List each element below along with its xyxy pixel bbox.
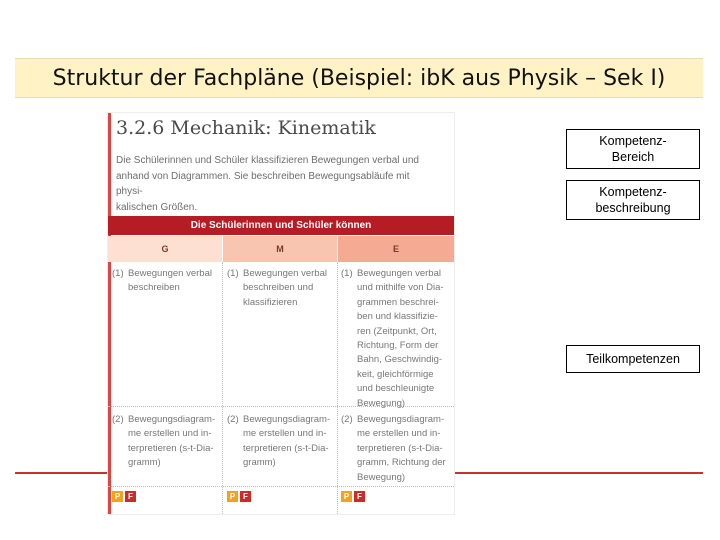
cell-line: Bewegungen verbal — [128, 268, 212, 279]
cell-line: Bewegungsdiagram- — [128, 414, 216, 425]
cell-line: gramm) — [128, 457, 161, 469]
cell-line: Bahn, Geschwindig- — [357, 354, 443, 366]
cell-line: terpretieren (s-t-Dia- — [243, 442, 329, 454]
row-number: (2) — [112, 414, 124, 425]
cell-line: und beschleunigte — [357, 383, 435, 395]
section-intro — [116, 153, 436, 215]
table-header-band: Die Schülerinnen und Schüler können — [108, 216, 454, 235]
cell-line: gramm, Richtung der — [357, 457, 446, 469]
cell-line: Bewegungsdiagram- — [243, 414, 331, 425]
cell-line: me erstellen und in- — [243, 428, 327, 440]
cell-line: terpretieren (s-t-Dia- — [128, 442, 214, 454]
curriculum-excerpt — [108, 113, 454, 514]
cell-line: Bewegungen verbal — [357, 268, 441, 279]
cell-line: me erstellen und in- — [128, 428, 212, 440]
cell-line: Bewegung) — [357, 471, 406, 483]
cell-line: klassifizieren — [243, 296, 298, 308]
row-number: (1) — [112, 268, 124, 279]
column-divider — [222, 262, 223, 514]
accent-line-left — [15, 472, 108, 474]
badge-f: F — [125, 491, 136, 502]
column-header-m: M — [223, 236, 337, 262]
row-number: (2) — [341, 414, 353, 425]
column-header-e: E — [338, 236, 454, 262]
badge-p: P — [227, 491, 238, 502]
intro-line: kalischen Größen. — [116, 201, 198, 213]
cell-line: ren (Zeitpunkt, Ort, — [357, 325, 437, 337]
cell-line: Bewegungen verbal — [243, 268, 327, 279]
cell-line: beschreiben und — [243, 282, 314, 294]
row-divider — [108, 486, 454, 487]
intro-line: Die Schülerinnen und Schüler klassifizieren Bewegungen verbal und — [116, 155, 419, 166]
column-header-g: G — [108, 236, 222, 262]
badge-p: P — [341, 491, 352, 502]
badge-f: F — [354, 491, 365, 502]
callout-competence-description: Kompetenz- beschreibung — [566, 180, 700, 220]
column-divider — [337, 262, 338, 514]
cell-line: me erstellen und in- — [357, 428, 441, 440]
cell-line: terpretieren (s-t-Dia- — [357, 442, 443, 454]
cell-line: Bewegungsdiagram- — [357, 414, 445, 425]
row-number: (2) — [227, 414, 239, 425]
cell-line: keit, gleichförmige — [357, 368, 434, 380]
row-number: (1) — [227, 268, 239, 279]
section-number: 3.2.6 — [116, 117, 165, 139]
section-heading — [116, 117, 376, 139]
badge-f: F — [240, 491, 251, 502]
row-number: (1) — [341, 268, 353, 279]
cell-line: Bewegung) — [357, 397, 406, 409]
cell-line: gramm) — [243, 457, 276, 469]
intro-line: anhand von Diagrammen. Sie beschreiben Bewegungsabläufe mit physi- — [116, 170, 410, 197]
accent-line-right — [454, 472, 703, 474]
cell-line: und mithilfe von Dia- — [357, 282, 444, 294]
callout-sub-competences: Teilkompetenzen — [566, 345, 700, 373]
callout-competence-area: Kompetenz- Bereich — [566, 129, 700, 169]
slide-title: Struktur der Fachpläne (Beispiel: ibK aus Physik – Sek I) — [15, 58, 703, 98]
badge-p: P — [112, 491, 123, 502]
section-title: Mechanik: Kinematik — [170, 117, 376, 139]
cell-line: ben und klassifizie- — [357, 311, 438, 323]
cell-line: beschreiben — [128, 282, 180, 294]
cell-line: Richtung, Form der — [357, 340, 439, 352]
cell-line: grammen beschrei- — [357, 296, 439, 308]
